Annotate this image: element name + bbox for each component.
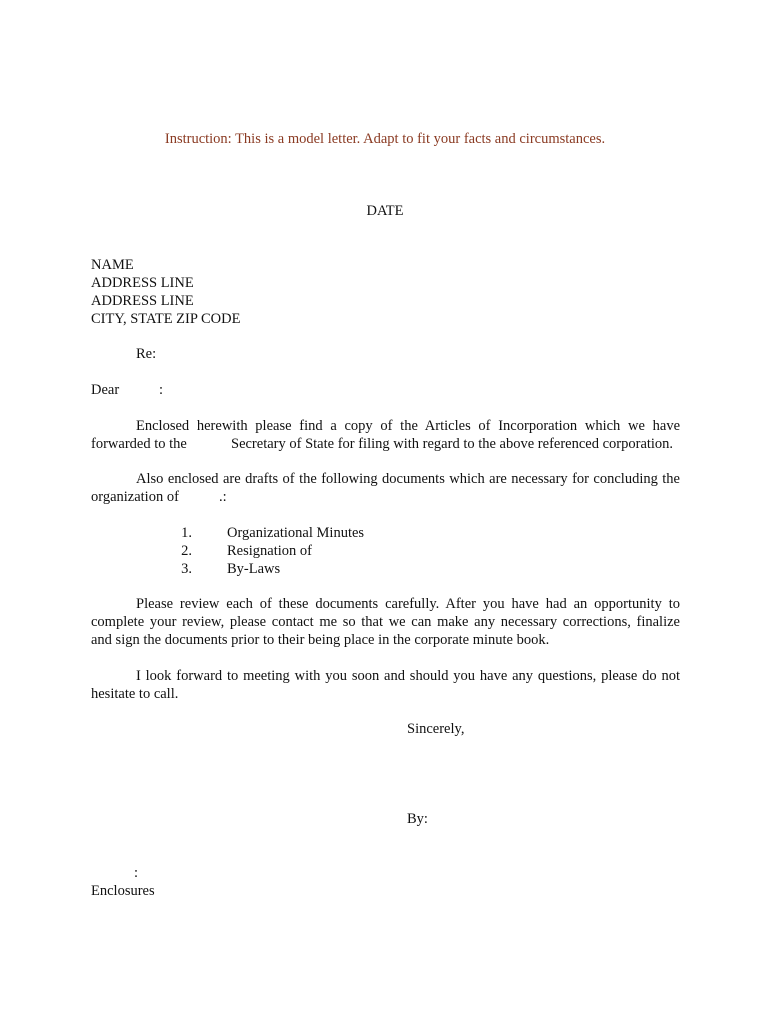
para3-line2: complete your review, please contact me so that we can make any necessary corrections, finalize <box>91 614 680 630</box>
para1-line1: Enclosed herewith please find a copy of the Articles of Incorporation which we have <box>136 418 680 434</box>
list-item-label: By-Laws <box>227 561 281 577</box>
para4-line2: hesitate to call. <box>91 686 179 702</box>
para4-line1: I look forward to meeting with you soon and should you have any questions, please do not <box>136 668 680 684</box>
list-item-label: Organizational Minutes <box>227 525 365 541</box>
para1-line2-start: forwarded to the <box>91 436 187 452</box>
letter-date: DATE <box>366 203 404 219</box>
re-line: Re: <box>136 346 157 362</box>
para1-line2-end: Secretary of State for filing with regard to the above referenced corporation. <box>231 436 674 452</box>
recipient-name: NAME <box>91 257 134 273</box>
para3-line1: Please review each of these documents carefully. After you have had an opportunity to <box>136 596 680 612</box>
instruction-note: Instruction: This is a model letter. Adapt to fit your facts and circumstances. <box>164 131 606 147</box>
recipient-city-state-zip: CITY, STATE ZIP CODE <box>91 311 241 327</box>
list-item-number: 1. <box>181 525 192 541</box>
para2-line1: Also enclosed are drafts of the following documents which are necessary for concluding the <box>136 471 680 487</box>
list-item-number: 3. <box>181 561 192 577</box>
enclosures-label: Enclosures <box>91 883 155 899</box>
para2-line2-end: .: <box>219 489 227 505</box>
recipient-address-line-1: ADDRESS LINE <box>91 275 194 291</box>
salutation-dear: Dear <box>91 382 120 398</box>
para3-line3: and sign the documents prior to their being place in the corporate minute book. <box>91 632 550 648</box>
para2-line2-start: organization of <box>91 489 179 505</box>
salutation-colon: : <box>159 382 164 398</box>
recipient-address-line-2: ADDRESS LINE <box>91 293 194 309</box>
list-item-label: Resignation of <box>227 543 312 559</box>
signature-by: By: <box>407 811 428 827</box>
list-item-number: 2. <box>181 543 192 559</box>
initials-colon: : <box>134 865 139 881</box>
closing-sincerely: Sincerely, <box>407 721 465 737</box>
